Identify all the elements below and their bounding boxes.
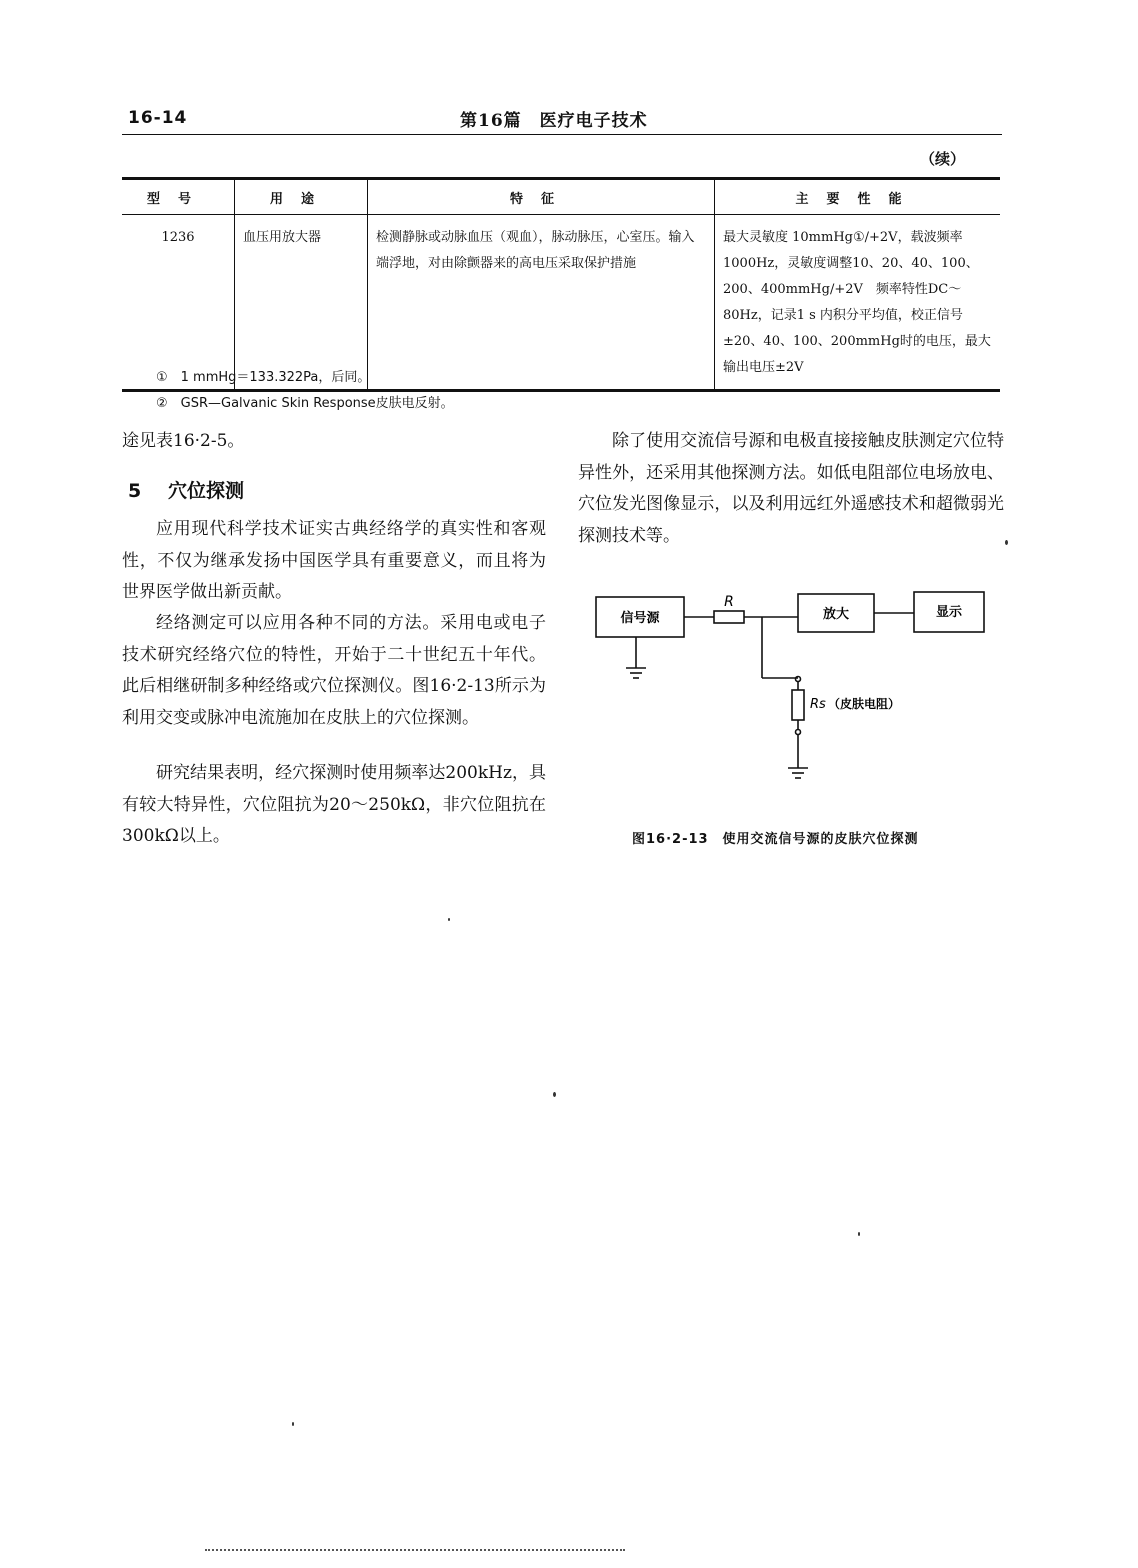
- skin-resistor-symbol: Rs: [810, 697, 826, 712]
- scan-speck: [858, 1232, 860, 1236]
- paragraph-4: 除了使用交流信号源和电极直接接触皮肤测定穴位特异性外，还采用其他探测方法。如低电阻部位电场放电、穴位发光图像显示，以及利用远红外遥感技术和超微弱光探测技术等。: [578, 431, 1004, 546]
- scan-speck: [292, 1422, 294, 1426]
- paragraph-1: 应用现代科学技术证实古典经络学的真实性和客观性，不仅为继承发扬中国医学具有重要意义，而且将为世界医学做出新贡献。: [122, 519, 546, 602]
- signal-source-label: 信号源: [620, 611, 660, 626]
- section-title: 穴位探测: [168, 480, 245, 502]
- resistor-r-label: R: [724, 594, 734, 610]
- table-header-row: [122, 179, 1000, 215]
- page-header-title: 第16篇 医疗电子技术: [460, 111, 648, 131]
- scan-speck: [1005, 540, 1008, 545]
- section-number: 5: [128, 480, 142, 502]
- table-row: [122, 215, 1000, 391]
- resistor-r: [714, 611, 744, 623]
- skin-resistor-label: （皮肤电阻）: [828, 697, 901, 711]
- header-performance: 主要性能: [715, 179, 1001, 215]
- footnote-1: ① 1 mmHg＝133.322Pa，后同。: [156, 370, 371, 385]
- header-feature: 特征: [368, 179, 715, 215]
- cell-performance: 最大灵敏度 10mmHg①/+2V，载波频率1000Hz，灵敏度调整10、20、40、100、200、400mmHg/+2V 频率特性DC～80Hz，记录1 s 内积分平均值，校正信号±20、40、100、200mmHg时的电压，最大输出电压±2V: [715, 215, 1001, 391]
- header-use: 用途: [235, 179, 368, 215]
- skin-resistor-rs: [792, 690, 804, 720]
- header-rule: [122, 134, 1002, 135]
- cell-feature: 检测静脉或动脉血压（观血），脉动脉压，心室压。输入端浮地，对由除颤器来的高电压采取保护措施: [368, 215, 715, 391]
- cell-model: 1236: [122, 215, 235, 391]
- display-label: 显示: [935, 605, 963, 620]
- footnote-2: ② GSR—Galvanic Skin Response皮肤电反射。: [156, 396, 454, 411]
- spec-table: [122, 177, 1000, 392]
- cell-use: 血压用放大器: [235, 215, 368, 391]
- page-number: 16-14: [128, 108, 188, 128]
- header-model: 型号: [122, 179, 235, 215]
- figure-caption: 图16·2-13 使用交流信号源的皮肤穴位探测: [632, 832, 919, 847]
- amplifier-label: 放大: [822, 607, 850, 622]
- paragraph-3: 研究结果表明，经穴探测时使用频率达200kHz，具有较大特异性，穴位阻抗为20～250kΩ，非穴位阻抗在300kΩ以上。: [122, 763, 546, 846]
- continued-paragraph: 途见表16·2-5。: [122, 431, 245, 451]
- circuit-diagram: [590, 582, 1000, 797]
- table-continued-label: （续）: [920, 150, 966, 168]
- scan-speck: [448, 918, 450, 921]
- paragraph-2: 经络测定可以应用各种不同的方法。采用电或电子技术研究经络穴位的特性，开始于二十世纪五十年代。此后相继研制多种经络或穴位探测仪。图16·2-13所示为利用交变或脉冲电流施加在皮肤上的穴位探测。: [122, 613, 546, 728]
- scan-speck: [553, 1092, 556, 1097]
- section-heading: [128, 476, 244, 503]
- scan-bottom-mark: [205, 1549, 625, 1551]
